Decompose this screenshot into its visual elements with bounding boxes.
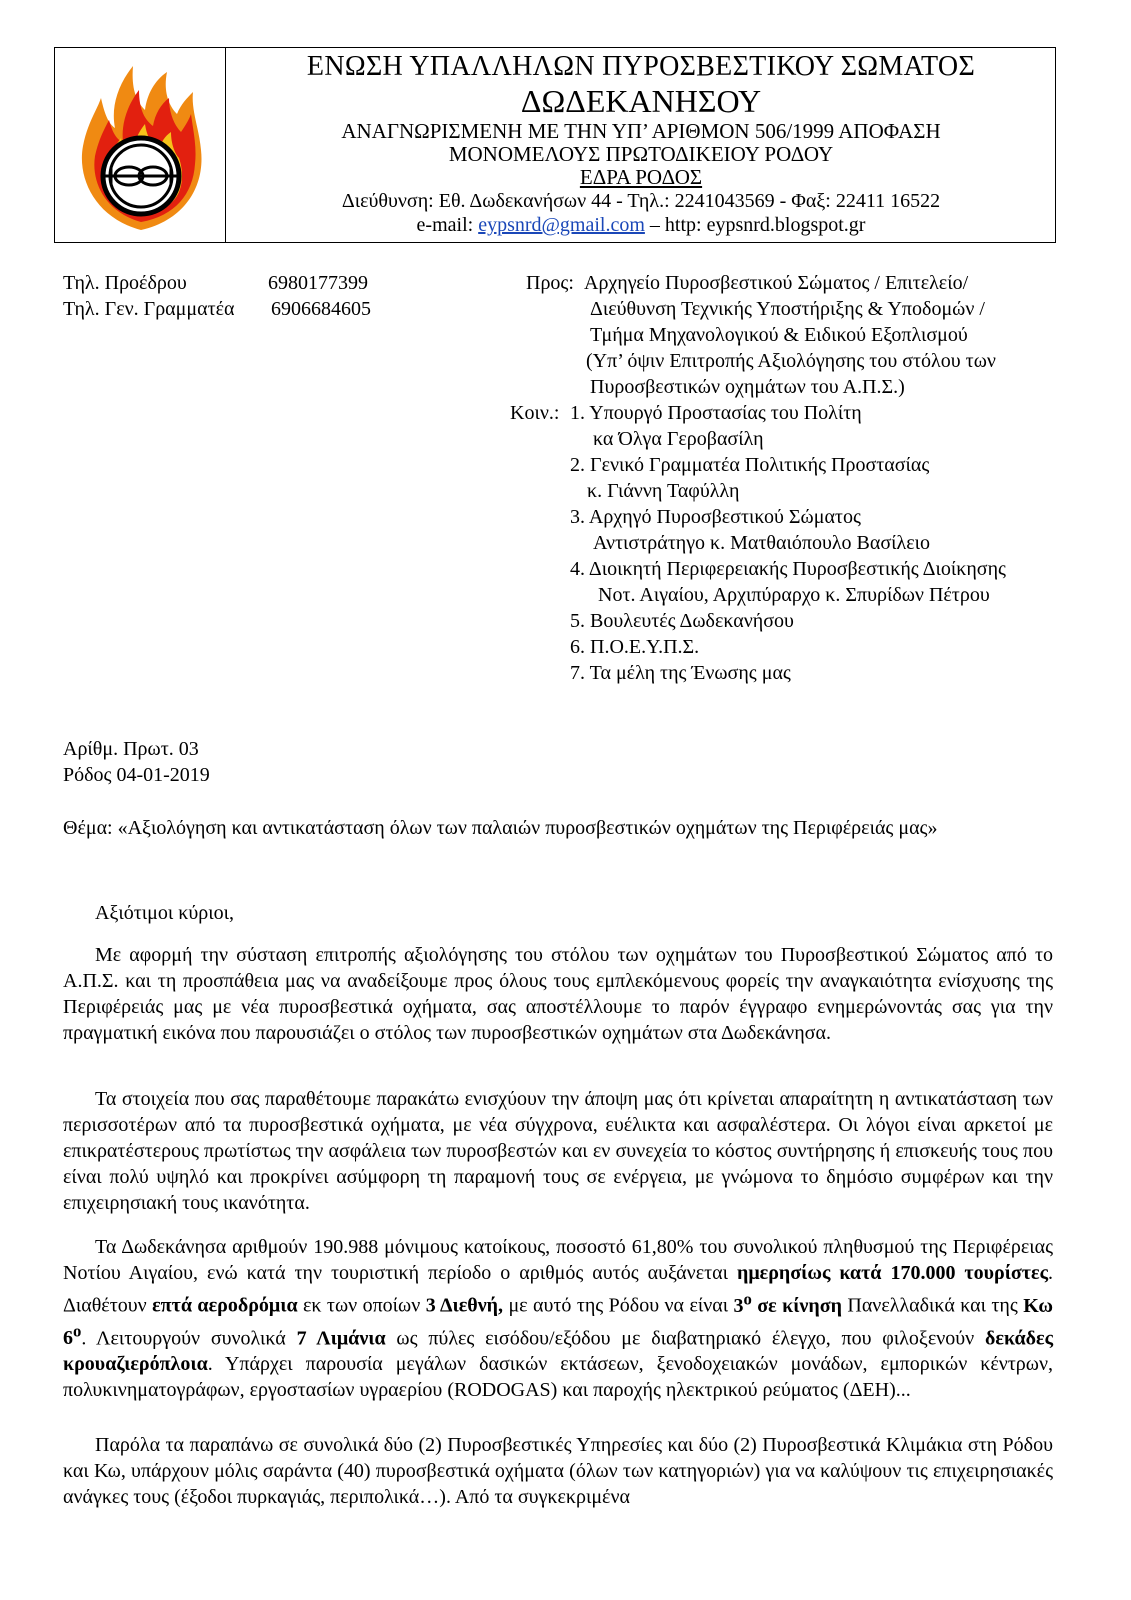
ordinal-mark: ο — [73, 1321, 82, 1341]
greeting: Αξιότιμοι κύριοι, — [95, 902, 234, 924]
body-paragraph-1 — [63, 942, 1053, 1046]
emphasis-airports: επτά αεροδρόμια — [152, 1294, 298, 1317]
address-line: Διεύθυνση: Εθ. Δωδεκανήσων 44 - Τηλ.: 2241043569 - Φαξ: 22411 16522 — [341, 190, 941, 212]
paragraph-text: Πανελλαδικά και της — [841, 1294, 1024, 1317]
email-link[interactable]: eypsnrd@gmail.com — [478, 214, 645, 236]
letterhead-divider — [225, 48, 226, 242]
protocol-date: Ρόδος 04-01-2019 — [63, 764, 210, 786]
email-label: e-mail: — [416, 214, 474, 236]
cc-line: 7. Τα μέλη της Ένωσης μας — [570, 662, 791, 684]
protocol-number: Αρίθμ. Πρωτ. 03 — [63, 738, 199, 760]
president-phone-label: Τηλ. Προέδρου — [63, 272, 187, 294]
paragraph-text: Τα στοιχεία που σας παραθέτουμε παρακάτω ενισχύουν την άποψη μας ότι κρίνεται απαραίτητη η αντικατάσταση των περισσοτέρων από τα πυροσβεστικά οχήματα, με νέα σύγχρονα, ευέλικτα και ασφαλέστερα. Οι λόγοι είναι αρκετοί με επικρατέστερους πρωτίστως την ασφάλεια των πυροσβεστών και εν συνεχεία το κόστος συντήρησης ή επισκευής τους που είναι πολύ υψηλό και προκρίνει ασύμφορη τη παραμονή τους σε ενέργεια, με γνώμονα το δημόσιο συμφέρων και την επιχειρησιακή τους ικανότητα. — [63, 1088, 1053, 1214]
paragraph-text: ως πύλες εισόδου/εξόδου με διαβατηριακό έλεγχο, που φιλοξενούν — [385, 1327, 986, 1350]
secretary-phone-label: Τηλ. Γεν. Γραμματέα — [63, 298, 235, 320]
cc-line: κ. Γιάννη Ταφύλλη — [587, 480, 740, 502]
emphasis-ports: 7 Λιμάνια — [296, 1327, 386, 1350]
to-line: Πυροσβεστικών οχημάτων του Α.Π.Σ.) — [590, 376, 905, 398]
ordinal-mark: ο — [743, 1289, 752, 1308]
to-line: Αρχηγείο Πυροσβεστικού Σώματος / Επιτελείο/ — [584, 272, 969, 294]
to-label: Προς: — [526, 272, 574, 294]
website: – http: eypsnrd.blogspot.gr — [649, 214, 866, 236]
emphasis-tourists: ημερησίως κατά 170.000 τουρίστες — [736, 1262, 1049, 1284]
cc-line: Αντιστράτηγο κ. Ματθαιόπουλο Βασίλειο — [593, 532, 931, 554]
contact-line — [227, 213, 1055, 237]
cc-line: 4. Διοικητή Περιφερειακής Πυροσβεστικής Διοίκησης — [570, 558, 1006, 580]
cc-line: 3. Αρχηγό Πυροσβεστικού Σώματος — [570, 506, 861, 528]
cc-line: 1. Υπουργό Προστασίας του Πολίτη — [570, 402, 862, 424]
emphasis-cruise: δεκάδες κρουαζιερόπλοια — [63, 1327, 1054, 1376]
paragraph-text: με αυτό της Ρόδου να είναι — [503, 1294, 734, 1317]
paragraph-text: Παρόλα τα παραπάνω σε συνολικά δύο (2) Πυροσβεστικές Υπηρεσίες και δύο (2) Πυροσβεστικά Κλιμάκια στη Ρόδου και Κω, υπάρχουν μόλις σαράντα (40) πυροσβεστικά οχήματα (όλων των κατηγοριών) για να καλύψουν τις επιχειρησιακές ανάγκες τους (έξοδοι πυρκαγιάς, περιπολικά…). Από τα συγκεκριμένα — [63, 1434, 1053, 1508]
subject-line: Θέμα: «Αξιολόγηση και αντικατάσταση όλων των παλαιών πυροσβεστικών οχημάτων της Περιφέρειάς μας» — [63, 817, 938, 839]
to-line: Τμήμα Μηχανολογικού & Ειδικού Εξοπλισμού — [590, 324, 968, 346]
body-paragraph-3 — [63, 1234, 1053, 1403]
body-paragraph-2 — [63, 1086, 1053, 1216]
secretary-phone: 6906684605 — [271, 298, 371, 320]
to-line: Διεύθυνση Τεχνικής Υποστήριξης & Υποδομών / — [590, 298, 985, 320]
emphasis-traffic: σε κίνηση — [751, 1294, 842, 1317]
cc-line: 6. Π.Ο.Ε.Υ.Π.Σ. — [570, 636, 700, 658]
body-paragraph-4 — [63, 1432, 1053, 1510]
to-line: (Υπ’ όψιν Επιτροπής Αξιολόγησης του στόλου των — [586, 350, 996, 372]
paragraph-text: Τα Δωδεκάνησα αριθμούν 190.988 μόνιμους κατοίκους, ποσοστό 61,80% του συνολικού πληθυσμού της Περιφέρειας Νοτίου Αιγαίου, ενώ κατά την τουριστική περίοδο ο αριθμός αυτός αυξάνεται — [63, 1236, 1053, 1284]
paragraph-text: . Λειτουργούν συνολικά — [81, 1327, 297, 1350]
cc-line: Νοτ. Αιγαίου, Αρχιπύραρχο κ. Σπυρίδων Πέτρου — [598, 584, 990, 606]
cc-line: 2. Γενικό Γραμματέα Πολιτικής Προστασίας — [570, 454, 930, 476]
union-name: ΕΝΩΣΗ ΥΠΑΛΛΗΛΩΝ ΠΥΡΟΣΒΕΣΤΙΚΟΥ ΣΩΜΑΤΟΣ — [306, 51, 976, 82]
letterhead — [54, 47, 1056, 243]
union-region: ΔΩΔΕΚΑΝΗΣΟΥ — [520, 83, 762, 119]
recognition-line-1: ΑΝΑΓΝΩΡΙΣΜΕΝΗ ΜΕ ΤΗΝ ΥΠ’ ΑΡΙΘΜΟΝ 506/1999 ΑΠΟΦΑΣΗ — [341, 119, 941, 143]
cc-line: 5. Βουλευτές Δωδεκανήσου — [570, 610, 794, 632]
paragraph-text: Με αφορμή την σύσταση επιτροπής αξιολόγησης του στόλου των οχημάτων του Πυροσβεστικού Σώματος από το Α.Π.Σ. και τη προσπάθεια μας να αναδείξουμε προς όλους τους εμπλεκόμενους φορείς την αναγκαιότητα ενίσχυσης της Περιφέρειάς μας με νέα πυροσβεστικά οχήματα, σας αποστέλλουμε το παρόν έγγραφο ενημερώνοντάς σας για την πραγματική εικόνα που παρουσιάζει ο στόλος των πυροσβεστικών οχημάτων στα Δωδεκάνησα. — [63, 944, 1053, 1044]
paragraph-text: . Υπάρχει παρουσία μεγάλων δασικών εκτάσεων, ξενοδοχειακών μονάδων, εμπορικών κέντρων, πολυκινηματογράφων, εργοστασίων υγραερίου (RODOGAS) και παροχής ηλεκτρικού ρεύματος (ΔΕΗ)... — [63, 1353, 1053, 1402]
cc-label: Κοιν.: — [510, 402, 560, 424]
seat: ΕΔΡΑ ΡΟΔΟΣ — [579, 165, 703, 189]
emphasis-kos: Κω 6 — [63, 1294, 1054, 1350]
letterhead-text — [227, 48, 1055, 237]
paragraph-text: εκ των οποίων — [297, 1294, 426, 1317]
emphasis-international: 3 Διεθνή, — [425, 1294, 504, 1317]
emphasis-rank: 3 — [733, 1294, 744, 1317]
recognition-line-2: ΜΟΝΟΜΕΛΟΥΣ ΠΡΩΤΟΔΙΚΕΙΟΥ ΡΟΔΟΥ — [448, 142, 834, 166]
cc-line: κα Όλγα Γεροβασίλη — [593, 428, 764, 450]
paragraph-text: . Διαθέτουν — [63, 1262, 1054, 1317]
fire-service-logo — [75, 58, 207, 232]
president-phone: 6980177399 — [268, 272, 368, 294]
